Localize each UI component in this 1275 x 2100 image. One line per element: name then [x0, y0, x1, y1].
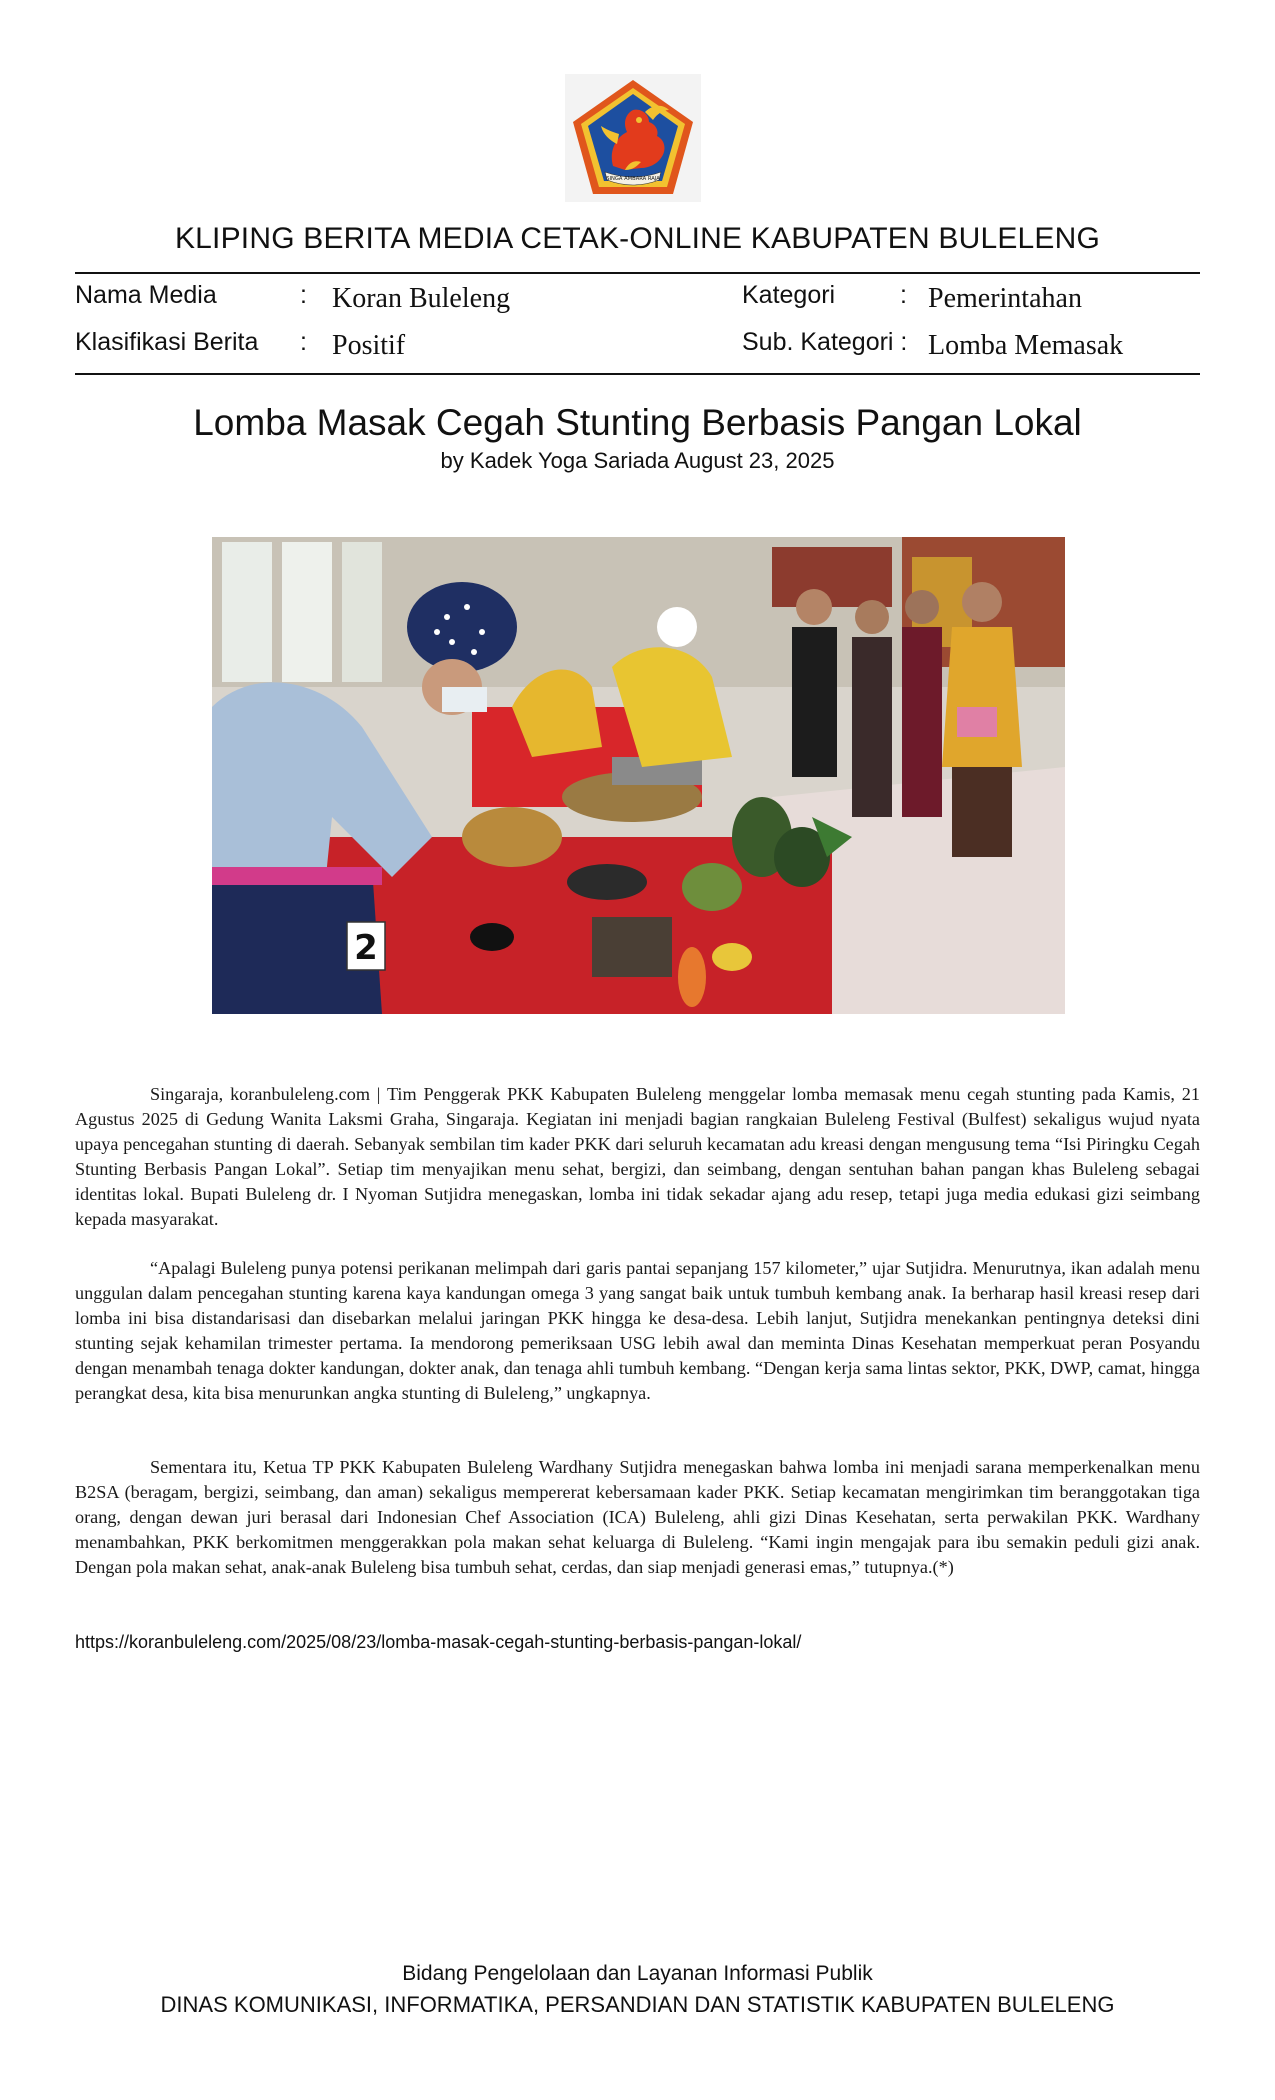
- article-paragraph-1: Singaraja, koranbuleleng.com | Tim Penggerak PKK Kabupaten Buleleng menggelar lomba memasak menu cegah stunting pada Kamis, 21 Agustus 2025 di Gedung Wanita Laksmi Graha, Singaraja. Kegiatan ini menjadi bagian rangkaian Buleleng Festival (Bulfest) sekaligus wujud nyata upaya pencegahan stunting di daerah. Sebanyak sembilan tim kader PKK dari seluruh kecamatan adu kreasi dengan mengusung tema “Isi Piringku Cegah Stunting Berbasis Pangan Lokal”. Setiap tim menyajikan menu sehat, bergizi, dan seimbang, dengan sentuhan bahan pangan khas Buleleng sebagai identitas lokal. Bupati Buleleng dr. I Nyoman Sutjidra menegaskan, lomba ini tidak sekadar ajang adu resep, tetapi juga media edukasi gizi seimbang kepada masyarakat.: [75, 1084, 1200, 1229]
- kategori-value: Pemerintahan: [928, 283, 1082, 314]
- klasifikasi-value: Positif: [332, 330, 406, 361]
- nama-media-label: Nama Media: [75, 281, 217, 309]
- sub-kategori-value: Lomba Memasak: [928, 330, 1124, 361]
- article-headline: Lomba Masak Cegah Stunting Berbasis Pangan Lokal: [193, 402, 1082, 443]
- sub-kategori-label: Sub. Kategori :: [742, 328, 908, 356]
- article-paragraph-2: “Apalagi Buleleng punya potensi perikanan melimpah dari garis pantai sepanjang 157 kilometer,” ujar Sutjidra. Menurutnya, ikan adalah menu unggulan dalam pencegahan stunting karena kaya kandungan omega 3 yang sangat baik untuk tumbuh kembang anak. Ia berharap hasil kreasi resep dari lomba ini bisa distandarisasi dan disebarkan melalui jaringan PKK hingga ke desa-desa. Lebih lanjut, Sutjidra menekankan pentingnya deteksi dini stunting sejak kehamilan trimester pertama. Ia mendorong pemeriksaan USG lebih awal dan meminta Dinas Kesehatan memperkuat peran Posyandu dengan menambah tenaga dokter kandungan, dokter anak, dan tenaga ahli tumbuh kembang. “Dengan kerja sama lintas sektor, PKK, DWP, camat, hingga perangkat desa, kita bisa menurunkan angka stunting di Buleleng,” ungkapnya.: [75, 1258, 1200, 1403]
- klasifikasi-colon: :: [300, 328, 307, 356]
- article-byline: by Kadek Yoga Sariada August 23, 2025: [440, 448, 835, 473]
- article-paragraph-3: Sementara itu, Ketua TP PKK Kabupaten Buleleng Wardhany Sutjidra menegaskan bahwa lomba ini menjadi sarana memperkenalkan menu B2SA (beragam, bergizi, seimbang, dan aman) sekaligus mempererat kebersamaan kader PKK. Setiap kecamatan mengirimkan tim beranggotakan tiga orang, dengan dewan juri berasal dari Indonesian Chef Association (ICA) Buleleng, ahli gizi Dinas Kesehatan, serta perwakilan PKK. Wardhany menambahkan, PKK berkomitmen menggerakkan pola makan sehat keluarga di Buleleng. “Kami ingin mengajak para ibu semakin peduli gizi anak. Dengan pola makan sehat, anak-anak Buleleng bisa tumbuh sehat, cerdas, dan siap menjadi generasi emas,” tutupnya.(*): [75, 1457, 1200, 1577]
- document-title: KLIPING BERITA MEDIA CETAK-ONLINE KABUPATEN BULELENG: [174, 222, 1101, 255]
- footer-division: Bidang Pengelolaan dan Layanan Informasi Publik: [402, 1962, 873, 1985]
- footer-agency: DINAS KOMUNIKASI, INFORMATIKA, PERSANDIAN DAN STATISTIK KABUPATEN BULELENG: [160, 1992, 1115, 2017]
- emblem-motto: SINGA AMBARA RAJA: [606, 176, 660, 182]
- kategori-label: Kategori: [742, 281, 836, 309]
- buleleng-regency-emblem: [565, 74, 701, 202]
- bottom-divider: [75, 373, 1200, 375]
- nama-media-value: Koran Buleleng: [332, 283, 511, 314]
- contestant-number: 2: [354, 928, 378, 968]
- article-photo: [212, 537, 1065, 1014]
- source-link[interactable]: https://koranbuleleng.com/2025/08/23/lomba-masak-cegah-stunting-berbasis-pangan-lokal/: [75, 1632, 802, 1652]
- kategori-colon: :: [900, 281, 907, 309]
- klasifikasi-label: Klasifikasi Berita: [75, 328, 259, 356]
- top-divider: [75, 272, 1200, 274]
- nama-media-colon: :: [300, 281, 307, 309]
